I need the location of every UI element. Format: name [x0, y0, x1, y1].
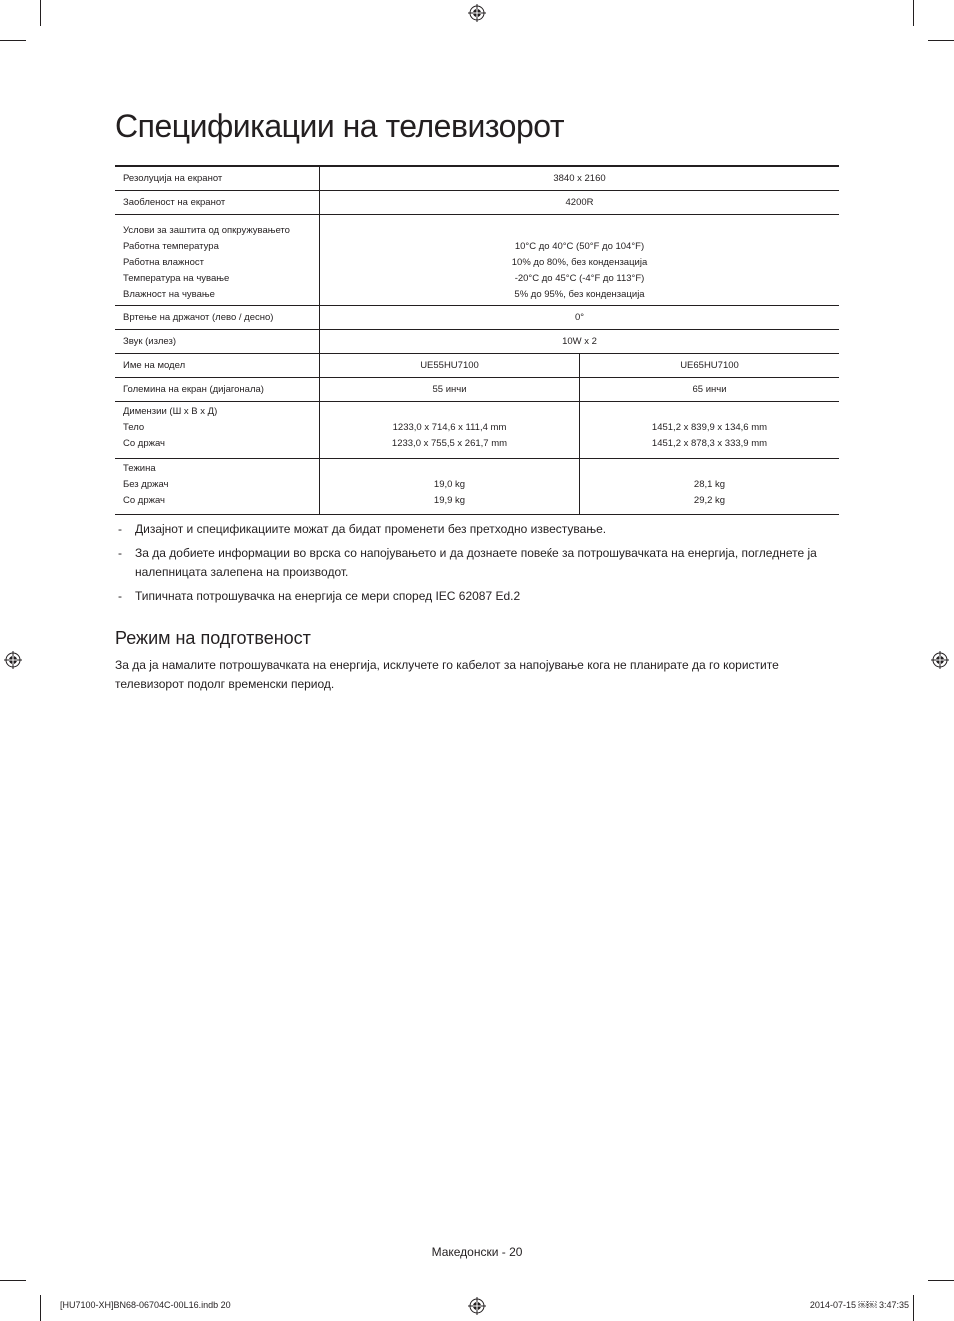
registration-mark-icon [4, 651, 22, 669]
row-label-group [115, 215, 320, 306]
note-text: Типичната потрошувачка на енергија се мери според IEC 62087 Ed.2 [135, 589, 521, 603]
row-label: Димензии (Ш x В x Д) [123, 406, 218, 417]
registration-mark-icon [468, 1297, 486, 1315]
table-row [115, 354, 839, 378]
spec-table [115, 165, 839, 515]
row-label-group [115, 402, 320, 459]
row-value: 10% до 80%, без кондензација [511, 257, 648, 268]
crop-mark [913, 1295, 914, 1321]
section-title: Режим на подготвеност [115, 628, 311, 648]
row-sublabel: Без држач [123, 479, 169, 490]
notes-list [115, 520, 839, 611]
row-value: 1233,0 x 755,5 x 261,7 mm [391, 438, 508, 449]
row-label: Звук (излез) [115, 330, 320, 354]
table-row [115, 402, 839, 459]
list-item [115, 520, 839, 539]
footer-timestamp: 2014-07-15 ￼￼ 3:47:35 [809, 1300, 909, 1310]
row-value-group [320, 215, 840, 306]
page-number: Македонски - 20 [431, 1245, 523, 1259]
crop-mark [913, 0, 914, 26]
crop-mark [40, 0, 41, 26]
table-row [115, 459, 839, 515]
list-item [115, 544, 839, 582]
note-text: Дизајнот и спецификациите можат да бидат променети без претходно известување. [135, 522, 607, 536]
row-value-col1: 55 инчи [320, 378, 580, 402]
table-row [115, 191, 839, 215]
crop-mark [0, 1280, 26, 1281]
row-value: 29,2 kg [693, 495, 726, 506]
table-row [115, 166, 839, 191]
bullet-dash: - [118, 546, 122, 560]
row-value: 3840 x 2160 [320, 166, 840, 191]
row-value: 19,0 kg [433, 479, 466, 490]
row-label: Име на модел [115, 354, 320, 378]
row-value: 0° [320, 306, 840, 330]
row-value-col2: UE65HU7100 [580, 354, 840, 378]
row-sublabel: Тело [123, 422, 145, 433]
registration-mark-icon [931, 651, 949, 669]
table-row [115, 215, 839, 306]
row-value: -20°C до 45°C (-4°F до 113°F) [514, 273, 645, 284]
row-sublabel: Работна температура [123, 241, 219, 252]
list-item [115, 587, 839, 606]
row-value-group-col1 [320, 459, 580, 515]
crop-mark [928, 1280, 954, 1281]
crop-mark [40, 1295, 41, 1321]
row-value: 4200R [320, 191, 840, 215]
bullet-dash: - [118, 589, 122, 603]
row-value-group-col2 [580, 402, 840, 459]
row-value: 5% до 95%, без кондензација [514, 289, 645, 300]
row-sublabel: Со држач [123, 438, 165, 449]
note-text: За да добиете информации во врска со напојувањето и да дознаете повеќе за потрошувачката на енергија, погледнете ја налепницата залепена на производот. [135, 546, 817, 579]
row-value-col1: UE55HU7100 [320, 354, 580, 378]
row-sublabel: Температура на чување [123, 273, 230, 284]
table-row [115, 306, 839, 330]
table-row [115, 330, 839, 354]
row-label: Тежина [123, 463, 156, 474]
table-row [115, 378, 839, 402]
registration-mark-icon [468, 4, 486, 22]
section-body: За да ја намалите потрошувачката на енергија, исклучете го кабелот за напојување кога не планирате да го користите телевизорот подолг временски период. [115, 658, 779, 691]
row-value: 10W x 2 [320, 330, 840, 354]
row-value: 1233,0 x 714,6 x 111,4 mm [392, 422, 507, 433]
row-value: 1451,2 x 878,3 x 333,9 mm [651, 438, 768, 449]
row-value: 19,9 kg [433, 495, 466, 506]
row-value-col2: 65 инчи [580, 378, 840, 402]
row-label: Вртење на држачот (лево / десно) [115, 306, 320, 330]
row-value: 10°C до 40°C (50°F до 104°F) [514, 241, 645, 252]
crop-mark [0, 40, 26, 41]
row-value: 1451,2 x 839,9 x 134,6 mm [651, 422, 768, 433]
row-label: Услови за заштита од опкружувањето [123, 225, 290, 236]
row-sublabel: Влажност на чување [123, 289, 215, 300]
row-sublabel: Работна влажност [123, 257, 204, 268]
row-label: Заобленост на екранот [115, 191, 320, 215]
bullet-dash: - [118, 522, 122, 536]
row-value-group-col2 [580, 459, 840, 515]
crop-mark [928, 40, 954, 41]
row-label: Големина на екран (дијагонала) [115, 378, 320, 402]
row-label-group [115, 459, 320, 515]
page-title: Спецификации на телевизорот [115, 108, 564, 144]
row-value-group-col1 [320, 402, 580, 459]
footer-file-info: [HU7100-XH]BN68-06704C-00L16.indb 20 [60, 1300, 231, 1310]
row-sublabel: Со држач [123, 495, 165, 506]
row-value: 28,1 kg [693, 479, 726, 490]
row-label: Резолуција на екранот [115, 166, 320, 191]
